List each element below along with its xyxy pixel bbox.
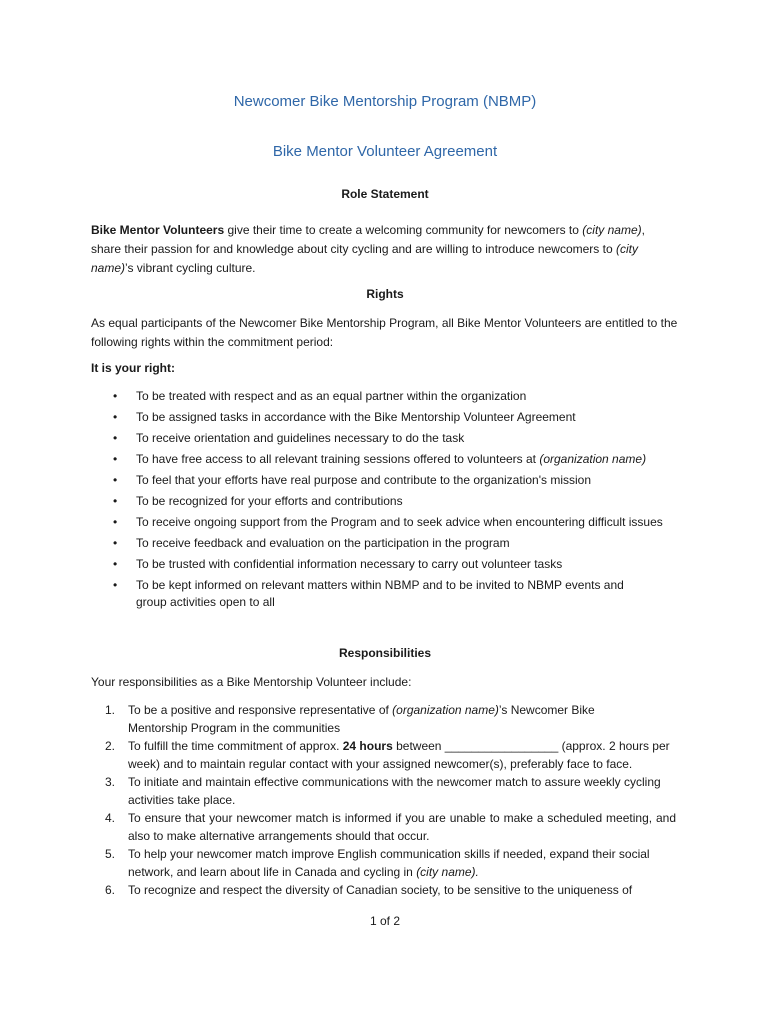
list-item: 1. To be a positive and responsive representative of (organization name)’s Newcomer Bike Mentorship Program in the communities: [105, 703, 595, 735]
role-bold-lead: Bike Mentor Volunteers: [91, 223, 225, 237]
list-item: • To be treated with respect and as an equal partner within the organization: [113, 389, 527, 403]
list-item: 3. To initiate and maintain effective communications with the newcomer match to assure weekly cycling activities take place.: [105, 775, 661, 807]
rights-label: It is your right:: [91, 361, 175, 375]
list-item: • To receive feedback and evaluation on the participation in the program: [113, 536, 510, 550]
role-text-3: ’s vibrant cycling culture.: [125, 261, 256, 275]
role-statement-paragraph: [91, 221, 651, 278]
role-city-2: (city name): [91, 242, 638, 275]
role-text-2: , share their passion for and knowledge about city cycling and are willing to introduce newcomers to: [91, 223, 645, 256]
role-city-1: (city name): [582, 223, 642, 237]
bullet-icon: •: [113, 578, 118, 592]
bullet-icon: •: [113, 536, 118, 550]
responsibilities-intro: Your responsibilities as a Bike Mentorship Volunteer include:: [91, 675, 412, 689]
list-item: 2. To fulfill the time commitment of approx. 24 hours between _________________ (approx. 2 hours per week) and to maintain regular contact with your assigned newcomer(s), preferably face to face.: [105, 739, 670, 771]
role-statement-heading: Role Statement: [341, 187, 429, 201]
role-text-1: give their time to create a welcoming community for newcomers to: [224, 223, 583, 237]
bullet-icon: •: [113, 557, 118, 571]
bullet-icon: •: [113, 431, 118, 445]
list-item: • To be trusted with confidential information necessary to carry out volunteer tasks: [113, 557, 563, 571]
bullet-icon: •: [113, 389, 118, 403]
list-item: • To receive orientation and guidelines necessary to do the task: [113, 431, 465, 445]
rights-heading: Rights: [366, 287, 404, 301]
list-item: 5. To help your newcomer match improve English communication skills if needed, expand their social network, and learn about life in Canada and cycling in (city name).: [105, 847, 650, 879]
list-item: 6. To recognize and respect the diversity of Canadian society, to be sensitive to the uniqueness of: [105, 883, 633, 897]
document-subtitle: Bike Mentor Volunteer Agreement: [272, 143, 498, 160]
bullet-icon: •: [113, 494, 118, 508]
rights-list: [91, 388, 711, 615]
list-item: • To receive ongoing support from the Program and to seek advice when encountering difficult issues: [113, 515, 663, 529]
list-item: • To be assigned tasks in accordance with the Bike Mentorship Volunteer Agreement: [113, 410, 576, 424]
responsibilities-list: [91, 701, 691, 899]
rights-org-name: (organization name): [539, 452, 647, 466]
page-number: 1 of 2: [369, 914, 401, 928]
bullet-icon: •: [113, 473, 118, 487]
bullet-icon: •: [113, 410, 118, 424]
bullet-icon: •: [113, 452, 118, 466]
rights-intro: As equal participants of the Newcomer Bike Mentorship Program, all Bike Mentor Volunteers are entitled to the following rights within the commitment period:: [91, 316, 678, 349]
list-item: • To feel that your efforts have real purpose and contribute to the organization's mission: [113, 473, 592, 487]
document-title: Newcomer Bike Mentorship Program (NBMP): [233, 93, 537, 110]
responsibilities-heading: Responsibilities: [338, 646, 432, 660]
list-item: • To have free access to all relevant training sessions offered to volunteers at (organization name): [113, 452, 647, 466]
list-item: • To be kept informed on relevant matters within NBMP and to be invited to NBMP events and group activities open to all: [113, 578, 624, 609]
list-item: • To be recognized for your efforts and contributions: [113, 494, 403, 508]
list-item: 4. To ensure that your newcomer match is informed if you are unable to make a scheduled meeting, and also to make alternative arrangements should that occur.: [105, 811, 676, 843]
bullet-icon: •: [113, 515, 118, 529]
